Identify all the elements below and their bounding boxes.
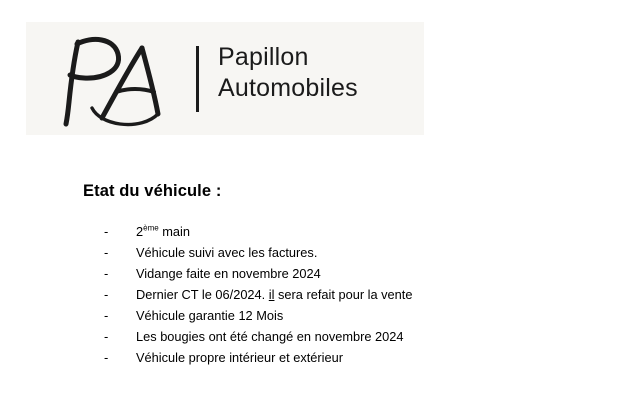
bullet-marker: - [104,266,109,281]
logo-wordmark [218,42,418,103]
list-item-label [136,289,412,302]
list-item-text-after: sera refait pour la vente [274,287,413,302]
pa-monogram-icon [44,26,184,130]
list-item [100,352,600,373]
list-item-label: Véhicule suivi avec les factures. [136,245,318,260]
list-item-text-before: Dernier CT le 06/2024. [136,287,269,302]
list-item [100,331,600,352]
bullet-marker: - [104,245,109,260]
list-item-label: Les bougies ont été changé en novembre 2024 [136,329,404,344]
list-item-label: Véhicule garantie 12 Mois [136,308,284,323]
list-item-label: Véhicule propre intérieur et extérieur [136,350,343,365]
list-item [100,310,600,331]
bullet-marker: - [104,350,109,365]
list-item [100,223,600,247]
logo-banner [26,22,424,135]
logo-brand-line-1: Papillon [218,43,309,71]
list-item-prefix: 2 [136,224,144,239]
list-item-label: Vidange faite en novembre 2024 [136,266,321,281]
list-item [100,289,600,310]
bullet-marker: - [104,308,109,323]
bullet-marker: - [104,329,109,344]
bullet-marker: - [104,287,109,302]
list-item-label [136,223,190,239]
list-item-superscript: ème [143,223,159,233]
bullet-marker: - [104,224,109,239]
page-title: Etat du véhicule : [83,182,222,200]
logo-brand-line-2: Automobiles [218,73,358,102]
list-item-underlined-text: il [268,287,275,302]
vehicle-condition-list [100,223,600,373]
logo-divider [196,46,199,112]
list-item [100,247,600,268]
list-item-suffix: main [158,224,190,239]
list-item [100,268,600,289]
